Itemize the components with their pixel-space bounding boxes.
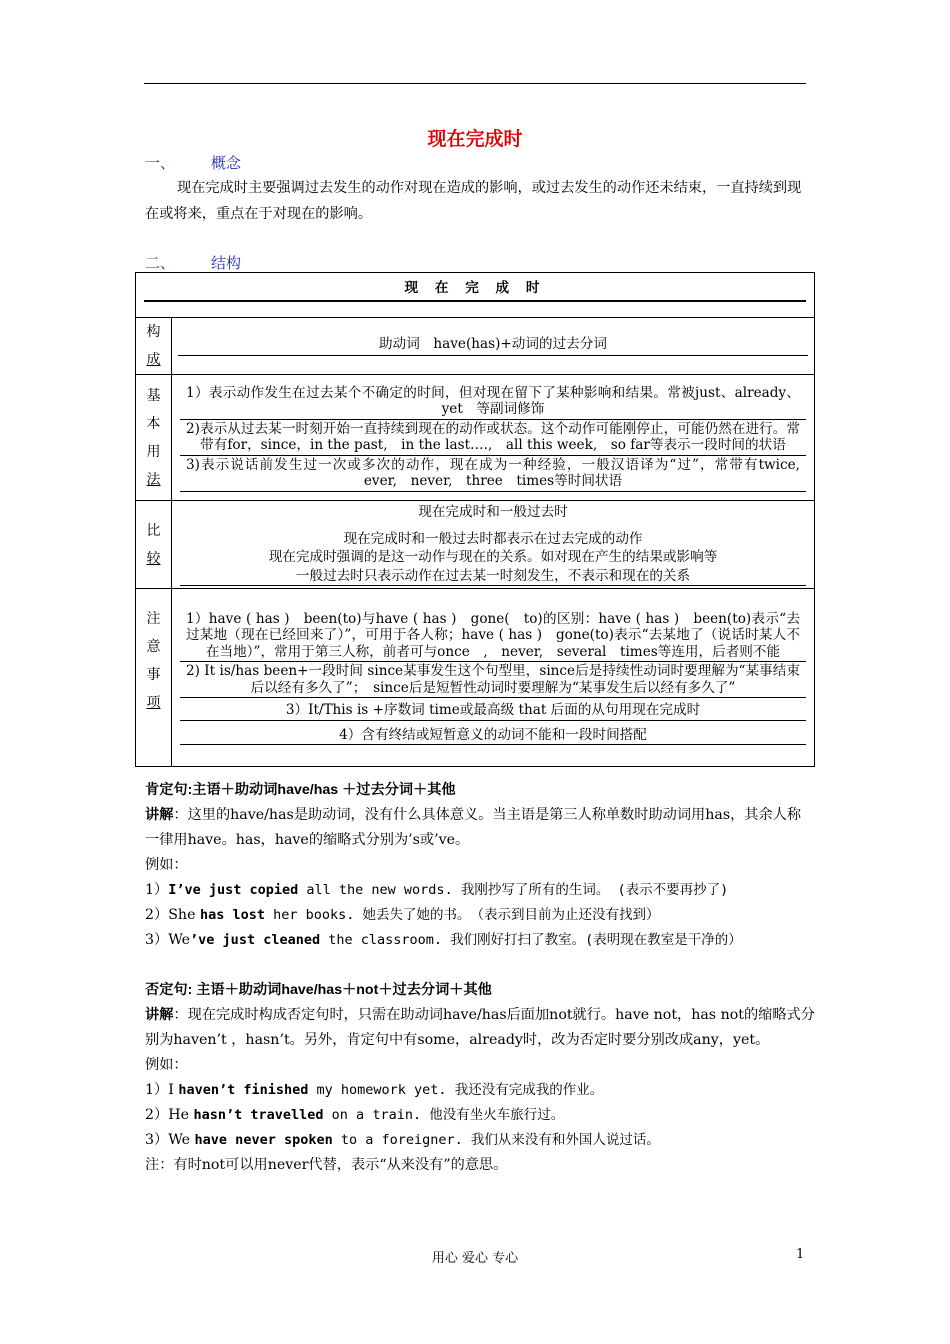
composition-cell [172, 318, 815, 375]
notes-cell [172, 589, 815, 767]
page-number: 1 [796, 1247, 805, 1262]
example-label: 例如： [145, 857, 188, 873]
usage-cell [172, 375, 815, 501]
table-header: 现 在 完 成 时 [144, 276, 806, 302]
compare-line: 现在完成时强调的是这一动作与现在的关系。如对现在产生的结果或影响等 [268, 549, 718, 565]
note-item: 2) It is/has been+一段时间 since某事发生这个句型里，since后是持续性动词时要理解为“某事结束后以经有多久了”； since后是短暂性动词时要理解为“某事发生后以经有多久了” [180, 662, 806, 698]
example-line: 2）She has lost her books. 她丢失了她的书。 （表示到目前为止还没有找到） [145, 907, 660, 923]
compare-heading: 现在完成时和一般过去时 [418, 504, 568, 520]
example-line: 3）We’ve just cleaned the classroom. 我们刚好打扫了教室。(表明现在教室是干净的） [145, 932, 742, 948]
negative-heading: 否定句: 主语＋助动词have/has＋not＋过去分词＋其他 [145, 982, 492, 998]
row-label-notes: 注 意 事 项 [136, 589, 172, 767]
page-title: 现在完成时 [427, 128, 523, 150]
compare-cell [172, 501, 815, 589]
note-item: 3）It/This is +序数词 time或最高级 that 后面的从句用现在完成时 [180, 698, 806, 721]
example-line: 3）We have never spoken to a foreigner. 我们从来没有和外国人说过话。 [145, 1132, 660, 1148]
section-number: 二、 [145, 254, 176, 272]
usage-item: 3)表示说话前发生过一次或多次的动作，现在成为一种经验，一般汉语译为“过”，常带有twice, ever, never, three times等时间状语 [180, 456, 806, 492]
negative-note: 注：有时not可以用never代替，表示“从来没有”的意思。 [145, 1157, 508, 1173]
section-title: 概念 [211, 154, 242, 172]
table-header-row [136, 273, 815, 318]
negative-explanation: 讲解：现在完成时构成否定句时，只需在助动词have/has后面加not就行。have not，has not的缩略式分别为haven’t ，hasn’t。另外，肯定句中有some，already时，改为否定时要分别改成any，yet。 [145, 1007, 815, 1048]
affirmative-explanation: 讲解：这里的have/has是助动词，没有什么具体意义。当主语是第三人称单数时助动词用has，其余人称一律用have。has，have的缩略式分别为’s或’ve。 [145, 807, 802, 848]
affirmative-section [145, 778, 815, 953]
usage-item: 1）表示动作发生在过去某个不确定的时间，但对现在留下了某种影响和结果。常被just、already、yet 等副词修饰 [180, 384, 806, 420]
affirmative-heading: 肯定句:主语＋助动词have/has ＋过去分词＋其他 [145, 782, 456, 798]
note-item: 1）have ( has ) been(to)与have ( has ) gone( to)的区别：have ( has ) been(to)表示“去过某地（现在已经回来了）”，可用于各人称；have ( has ) gone(to)表示“去某地了（说话时某人不在当地）”，常用于第三人称，前者可与once , never, several times等连用，后者则不能 [180, 610, 806, 663]
section-number: 一、 [145, 154, 176, 172]
compare-line: 一般过去时只表示动作在过去某一时刻发生，不表示和现在的关系 [180, 567, 806, 587]
example-line: 2）He hasn’t travelled on a train. 他没有坐火车旅行过。 [145, 1107, 565, 1123]
negative-section [145, 978, 815, 1178]
note-item: 4）含有终结或短暂意义的动词不能和一段时间搭配 [180, 721, 806, 746]
section-heading-structure [145, 252, 241, 273]
page-footer: 用心 爱心 专心 [431, 1251, 519, 1266]
composition-text: 助动词 have(has)+动词的过去分词 [178, 336, 808, 356]
usage-item: 2)表示从过去某一时刻开始一直持续到现在的动作或状态。这个动作可能刚停止，可能仍然在进行。常带有for，since，in the past, in the last…., all this week, so far等表示一段时间的状语 [180, 420, 806, 456]
example-line: 1）I’ve just copied all the new words. 我刚抄写了所有的生词。 (表示不要再抄了) [145, 882, 729, 898]
example-label: 例如： [145, 1057, 188, 1073]
row-label-compare: 比 较 [136, 501, 172, 589]
section-title: 结构 [211, 254, 242, 272]
header-rule [144, 83, 806, 84]
row-label-composition: 构 成 [136, 318, 172, 375]
section-heading-concept [145, 152, 241, 173]
compare-line: 现在完成时和一般过去时都表示在过去完成的动作 [343, 530, 643, 547]
concept-paragraph: 现在完成时主要强调过去发生的动作对现在造成的影响，或过去发生的动作还未结束，一直持续到现在或将来，重点在于对现在的影响。 [145, 180, 802, 222]
example-line: 1）I haven’t finished my homework yet. 我还没有完成我的作业。 [145, 1082, 604, 1098]
row-label-usage: 基 本 用 法 [136, 375, 172, 501]
structure-table [135, 272, 815, 767]
